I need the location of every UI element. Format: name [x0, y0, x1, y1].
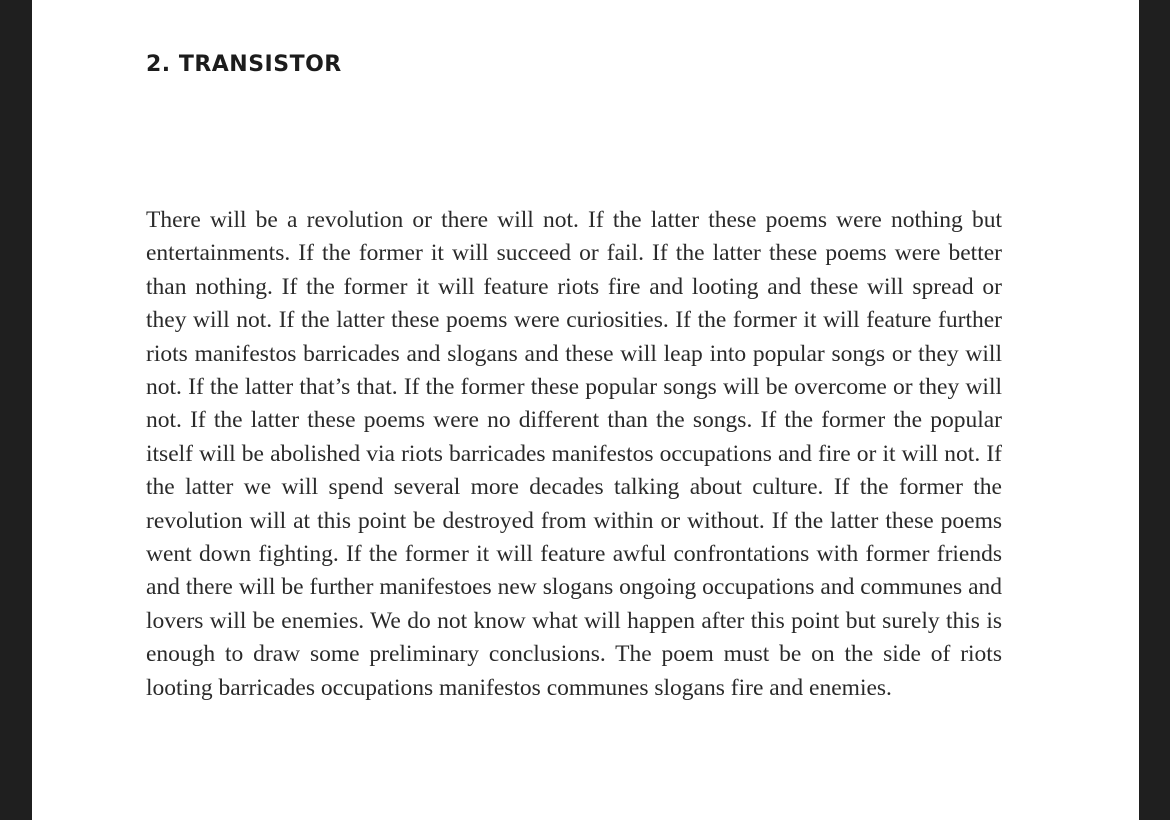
poem-paragraph: There will be a revolution or there will not. If the latter these poems were nothing but entertainments. If the former it will succeed or fail. If the latter these poems were better than nothing. If the former it will feature riots fire and looting and these will spread or they will not. If the latter these poems were curiosities. If the former it will feature further riots manifestos barricades and slogans and these will leap into popular songs or they will not. If the latter that’s that. If the former these popular songs will be overcome or they will not. If the latter these poems were no different than the songs. If the former the popular itself will be abolished via riots barricades manifestos occupations and fire or it will not. If the latter we will spend several more decades talking about culture. If the former the revolution will at this point be destroyed from within or without. If the latter these poems went down fighting. If the former it will feature awful confrontations with former friends and there will be further manifestoes new slogans ongoing occupations and communes and lovers will be enemies. We do not know what will happen after this point but surely this is enough to draw some preliminary conclusions. The poem must be on the side of riots looting barricades occupations manifestos communes slogans fire and enemies. — [146, 207, 1002, 701]
book-page — [32, 0, 1139, 820]
section-heading: 2. TRANSISTOR — [146, 52, 342, 77]
